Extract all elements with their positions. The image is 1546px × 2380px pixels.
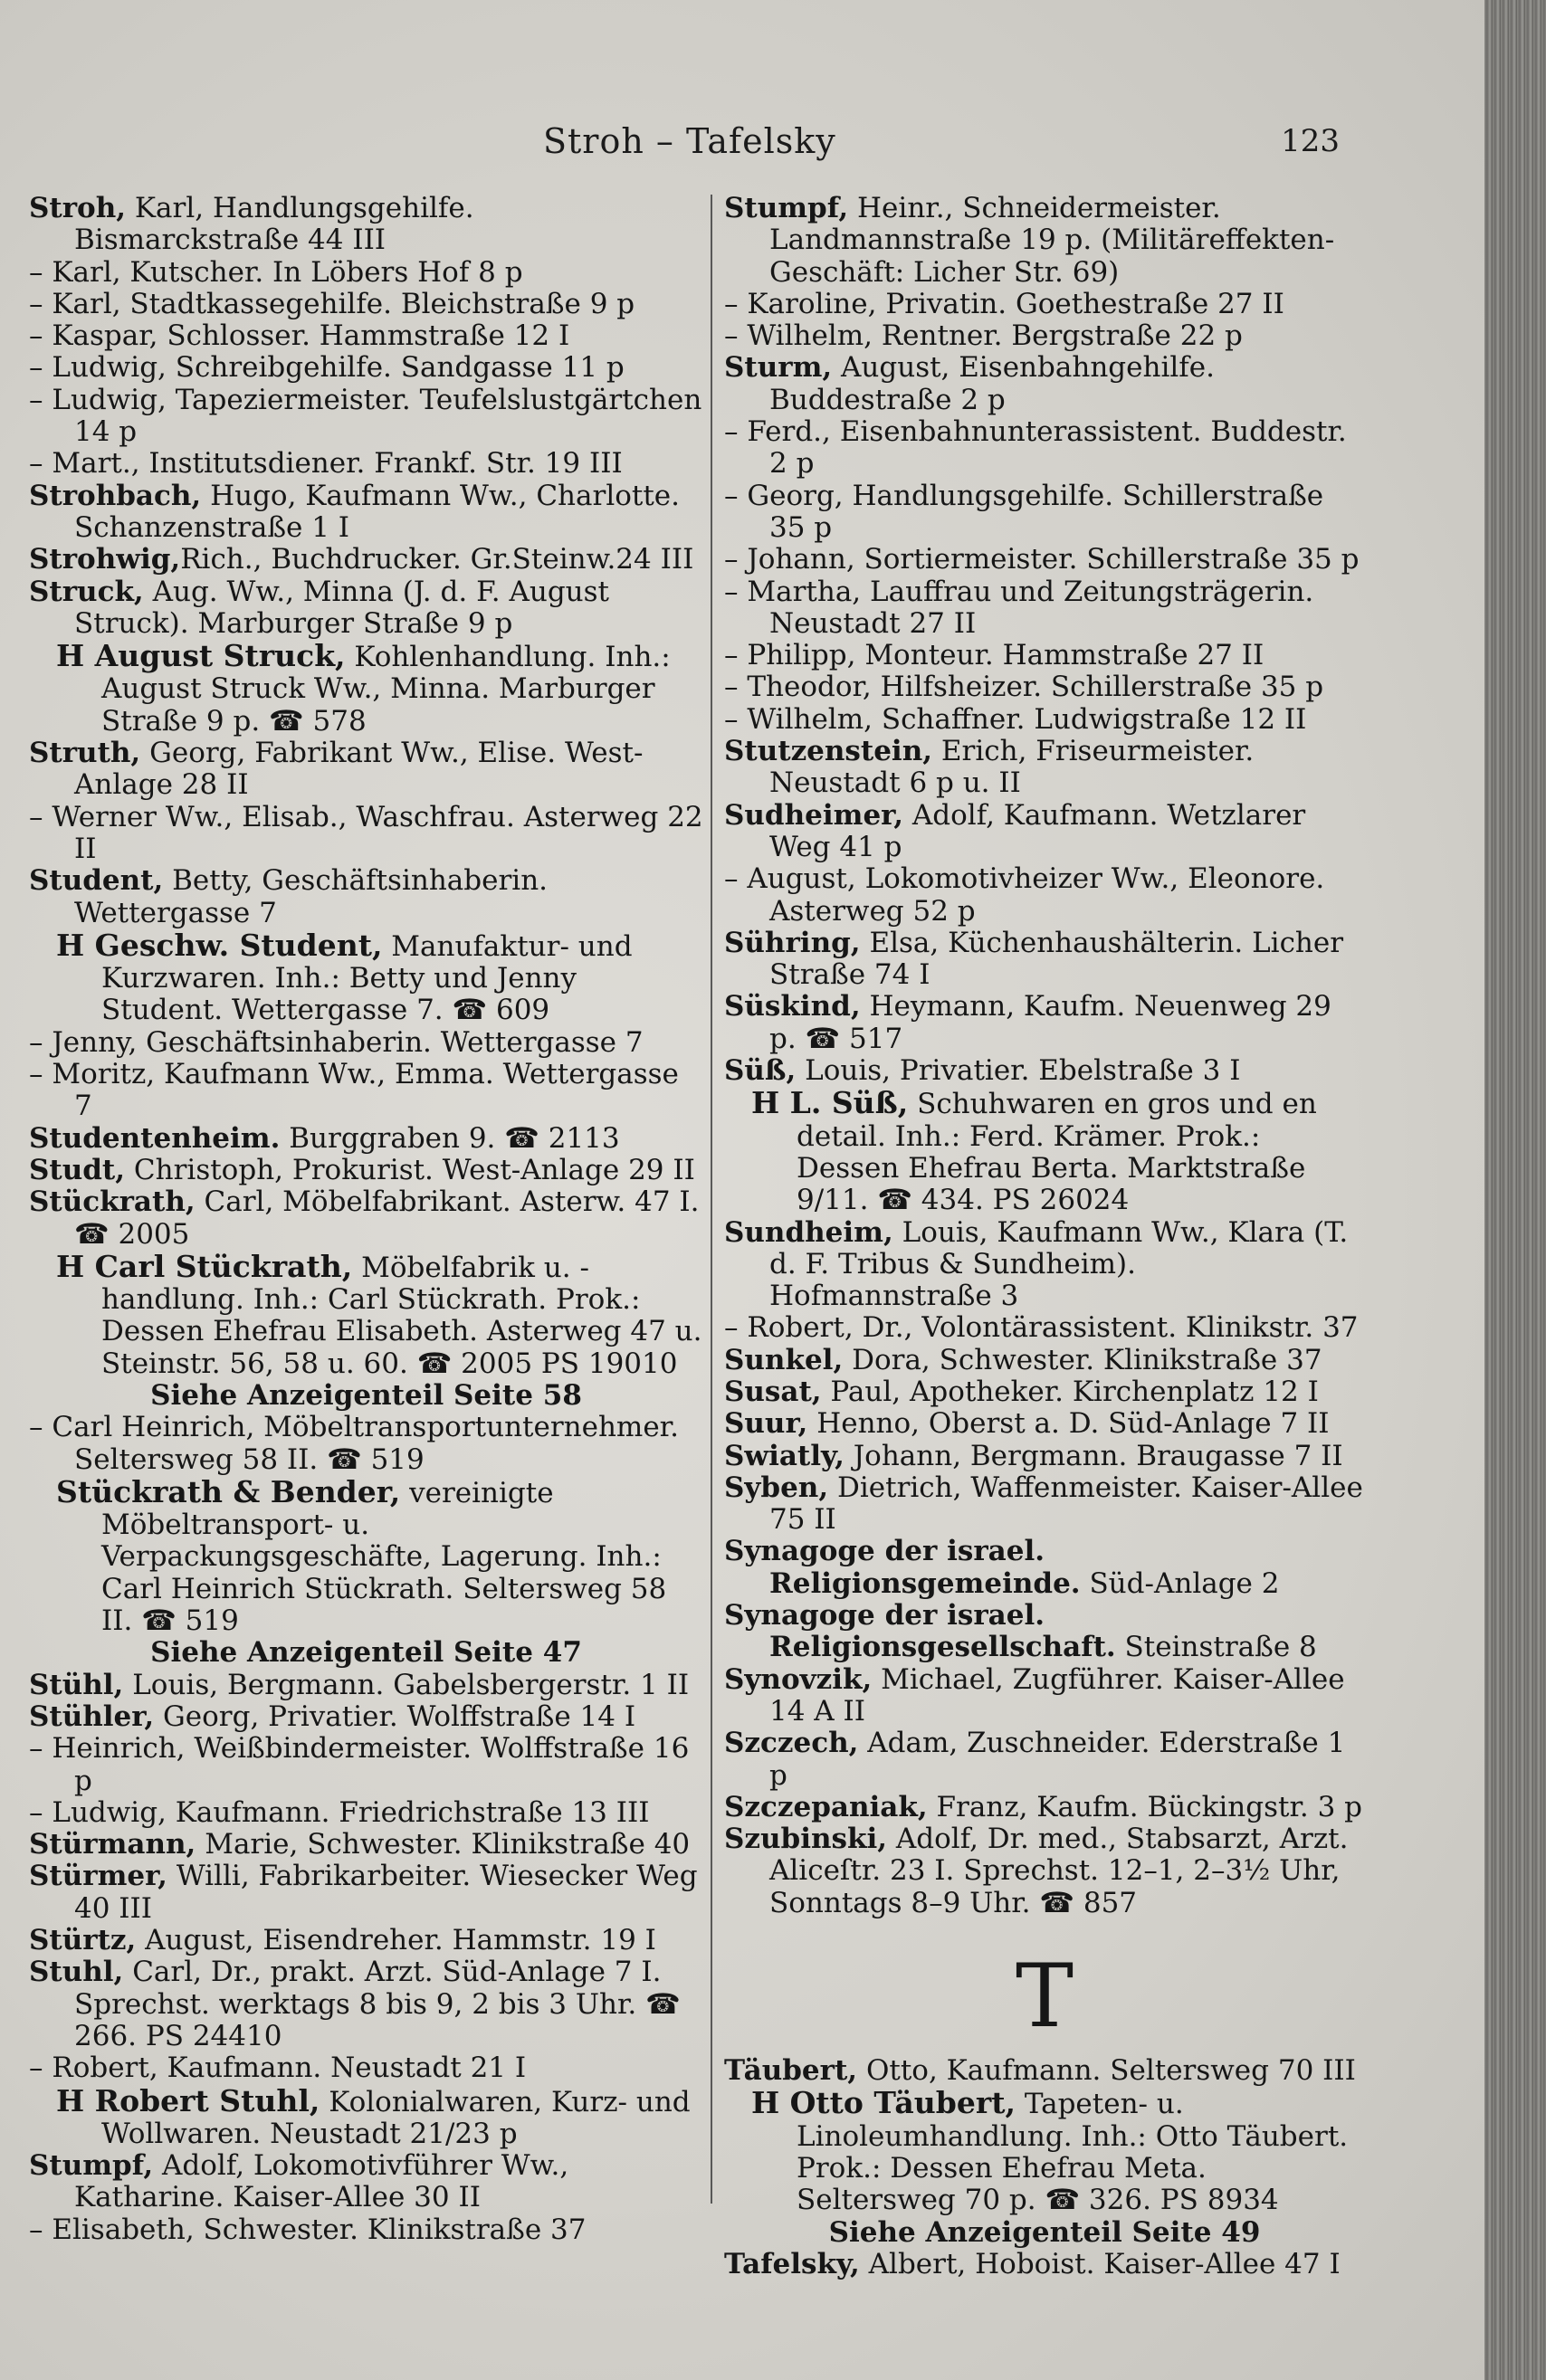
- entry-details: Süd-Anlage 2: [1080, 1566, 1280, 1600]
- entry-name: Sundheim,: [724, 1215, 893, 1249]
- entry-details: Albert, Hoboist. Kaiser-Allee 47 I: [859, 2247, 1341, 2280]
- directory-entry: [29, 352, 703, 384]
- directory-entry: [724, 352, 1365, 416]
- directory-entry: [724, 289, 1365, 320]
- directory-entry: [724, 704, 1365, 736]
- entry-details: Karl, Handlungsgehilfe. Bismarckstraße 44 III: [74, 192, 474, 257]
- entry-details: Tapeten- u. Linoleumhandlung. Inh.: Otto Täubert. Prok.: Dessen Ehefrau Meta. Seltersweg 70 p. ☎ 326. PS 8934: [797, 2088, 1349, 2217]
- entry-details: Rich., Buchdrucker. Gr.Steinw.24 III: [180, 543, 694, 576]
- directory-entry: [724, 1441, 1365, 1472]
- directory-entry: [29, 576, 703, 641]
- running-title: Stroh – Tafelsky: [543, 121, 836, 161]
- entry-name: –: [724, 639, 739, 672]
- entry-name: –: [29, 1025, 43, 1059]
- entry-name: –: [724, 287, 739, 320]
- entry-details: Ludwig, Tapeziermeister. Teufelslustgärtchen 14 p: [43, 383, 702, 449]
- entry-name: –: [724, 671, 739, 704]
- directory-entry: [724, 1792, 1365, 1823]
- entry-name: –: [29, 351, 43, 385]
- entry-name: –: [29, 1058, 43, 1091]
- entry-details: Heinrich, Weißbindermeister. Wolffstraße 16 p: [43, 1732, 690, 1797]
- directory-entry: [724, 544, 1365, 576]
- directory-entry: [29, 738, 703, 802]
- directory-entry: [724, 1536, 1365, 1600]
- entry-details: Jenny, Geschäftsinhaberin. Wettergasse 7: [43, 1025, 644, 1059]
- entry-details: Robert, Dr., Volontärassistent. Klinikstr. 37: [738, 1311, 1359, 1345]
- entry-details: Ludwig, Schreibgehilfe. Sandgasse 11 p: [43, 351, 625, 385]
- entry-details: Louis, Kaufmann Ww., Klara (T. d. F. Tribus & Sundheim). Hofmannstraße 3: [769, 1215, 1349, 1313]
- entry-details: Karoline, Privatin. Goethestraße 27 II: [738, 287, 1284, 320]
- entry-details: Carl Heinrich, Möbeltransportunternehmer. Seltersweg 58 II. ☎ 519: [43, 1411, 679, 1476]
- entry-name: Stühler,: [29, 1699, 155, 1733]
- directory-entry: [724, 671, 1365, 703]
- directory-entry: [29, 2052, 703, 2084]
- business-entry: [724, 1087, 1365, 1216]
- entry-name: –: [29, 2052, 43, 2085]
- entry-details: Ludwig, Kaufmann. Friedrichstraße 13 III: [43, 1795, 650, 1829]
- entry-name: –: [29, 287, 43, 320]
- entry-name: –: [29, 383, 43, 416]
- business-entry: [29, 1473, 703, 1638]
- entry-details: Carl, Möbelfabrikant. Asterw. 47 I. ☎ 2005: [74, 1185, 700, 1251]
- entry-name: Stürmer,: [29, 1860, 167, 1893]
- column-divider: [711, 195, 712, 2204]
- directory-entry: [29, 1797, 703, 1829]
- left-column: [29, 193, 703, 2246]
- entry-details: Paul, Apotheker. Kirchenplatz 12 I: [821, 1375, 1319, 1408]
- directory-entry: [724, 576, 1365, 641]
- entry-name: Stückrath,: [29, 1185, 196, 1219]
- page-header: [36, 119, 1340, 165]
- directory-entry: [724, 1408, 1365, 1440]
- entry-details: August, Eisendreher. Hammstr. 19 I: [136, 1924, 656, 1957]
- entry-name: Susat,: [724, 1375, 822, 1408]
- directory-entry: [29, 1412, 703, 1476]
- directory-entry: [724, 736, 1365, 800]
- entry-name: Szczech,: [724, 1727, 859, 1760]
- directory-entry: [29, 193, 703, 257]
- entry-details: Theodor, Hilfsheizer. Schillerstraße 35 p: [738, 671, 1324, 704]
- page-number: 123: [1281, 123, 1340, 159]
- ad-reference: Siehe Anzeigenteil Seite 47: [150, 1636, 582, 1670]
- entry-name: H Robert Stuhl,: [56, 2082, 320, 2118]
- entry-name: Stumpf,: [29, 2149, 154, 2183]
- business-entry: [29, 2082, 703, 2151]
- directory-entry: [29, 320, 703, 352]
- directory-entry: [29, 1670, 703, 1701]
- directory-entry: [724, 320, 1365, 352]
- entry-name: –: [724, 862, 739, 896]
- directory-entry: [29, 1059, 703, 1123]
- entry-details: Adolf, Kaufmann. Wetzlarer Weg 41 p: [769, 798, 1306, 863]
- entry-details: Carl, Dr., prakt. Arzt. Süd-Anlage 7 I. Sprechst. werktags 8 bis 9, 2 bis 3 Uhr. ☎ 266. PS 24410: [74, 1956, 681, 2052]
- entry-name: –: [29, 2213, 43, 2246]
- entry-details: Johann, Sortiermeister. Schillerstraße 35 p: [738, 543, 1360, 576]
- right-column: [724, 193, 1365, 2280]
- entry-name: Stückrath & Bender,: [56, 1473, 401, 1509]
- directory-entry: [724, 416, 1365, 481]
- entry-name: Sühring,: [724, 926, 861, 959]
- entry-name: Suur,: [724, 1407, 808, 1441]
- entry-name: –: [724, 415, 739, 449]
- entry-name: –: [29, 1795, 43, 1829]
- directory-entry: [29, 1027, 703, 1059]
- entry-details: Wilhelm, Rentner. Bergstraße 22 p: [738, 319, 1243, 353]
- entry-details: Georg, Fabrikant Ww., Elise. West-Anlage 28 II: [74, 737, 644, 802]
- entry-name: –: [724, 575, 739, 608]
- entry-details: Michael, Zugführer. Kaiser-Allee 14 A II: [769, 1662, 1345, 1728]
- entry-name: Studentenheim.: [29, 1121, 281, 1155]
- entry-details: Robert, Kaufmann. Neustadt 21 I: [43, 2052, 527, 2085]
- entry-name: H Otto Täubert,: [751, 2085, 1016, 2121]
- entry-name: Sturm,: [724, 351, 833, 385]
- directory-entry: [724, 1823, 1365, 1919]
- entry-details: Aug. Ww., Minna (J. d. F. August Struck). Marburger Straße 9 p: [74, 575, 609, 640]
- directory-entry: [29, 865, 703, 929]
- directory-entry: [724, 640, 1365, 671]
- entry-details: Adam, Zuschneider. Ederstraße 1 p: [769, 1727, 1346, 1792]
- directory-entry: [724, 2055, 1365, 2087]
- entry-name: Swiatly,: [724, 1439, 845, 1472]
- entry-details: Johann, Bergmann. Braugasse 7 II: [844, 1439, 1343, 1472]
- entry-name: H August Struck,: [56, 638, 346, 674]
- entry-details: Franz, Kaufm. Bückingstr. 3 p: [927, 1790, 1363, 1823]
- entry-name: Stürtz,: [29, 1924, 137, 1957]
- entry-details: Möbelfabrik u. -handlung. Inh.: Carl Stückrath. Prok.: Dessen Ehefrau Elisabeth. Asterweg 47 u. Steinstr. 56, 58 u. 60. ☎ 2005 PS 19010: [101, 1251, 702, 1380]
- directory-entry: [724, 1664, 1365, 1728]
- entry-name: Stumpf,: [724, 192, 849, 224]
- entry-details: Kolonialwaren, Kurz- und Wollwaren. Neustadt 21/23 p: [101, 2085, 691, 2150]
- entry-name: –: [724, 319, 739, 353]
- entry-details: Philipp, Monteur. Hammstraße 27 II: [738, 639, 1264, 672]
- entry-name: Sudheimer,: [724, 798, 904, 832]
- entry-details: Henno, Oberst a. D. Süd-Anlage 7 II: [807, 1407, 1330, 1441]
- entry-name: –: [724, 479, 739, 512]
- directory-entry: [724, 1376, 1365, 1408]
- entry-name: –: [724, 702, 739, 736]
- entry-details: Kohlenhandlung. Inh.: August Struck Ww., Minna. Marburger Straße 9 p. ☎ 578: [101, 641, 671, 738]
- entry-name: Stroh,: [29, 192, 127, 224]
- directory-entry: [29, 544, 703, 576]
- entry-details: Heinr., Schneidermeister. Landmannstraße 19 p. (Militäreffekten-Geschäft: Licher Str. 69): [769, 192, 1335, 289]
- entry-name: Tafelsky,: [724, 2247, 860, 2280]
- directory-entry: [724, 800, 1365, 864]
- entry-name: Stutzenstein,: [724, 735, 933, 768]
- entry-name: Studt,: [29, 1153, 126, 1186]
- entry-details: Mart., Institutsdiener. Frankf. Str. 19 III: [43, 447, 623, 481]
- entry-details: Georg, Handlungsgehilfe. Schillerstraße 35 p: [738, 479, 1324, 544]
- entry-details: Karl, Stadtkassegehilfe. Bleichstraße 9 p: [43, 287, 635, 320]
- directory-entry: [29, 1733, 703, 1797]
- directory-entry: [724, 991, 1365, 1055]
- entry-details: Christoph, Prokurist. West-Anlage 29 II: [125, 1153, 695, 1186]
- directory-entry: [29, 2214, 703, 2246]
- business-entry: [29, 1248, 703, 1380]
- business-entry: [29, 640, 703, 738]
- entry-name: Sunkel,: [724, 1343, 844, 1376]
- entry-details: Elsa, Küchenhaushälterin. Licher Straße 74 I: [769, 926, 1344, 992]
- directory-entry: [29, 385, 703, 449]
- entry-details: Schuhwaren en gros und en detail. Inh.: Ferd. Krämer. Prok.: Dessen Ehefrau Berta. Marktstraße 9/11. ☎ 434. PS 26024: [797, 1088, 1317, 1217]
- entry-name: –: [29, 447, 43, 481]
- directory-entry: [724, 193, 1365, 289]
- entry-name: –: [29, 1732, 43, 1766]
- directory-entry: [724, 928, 1365, 992]
- directory-entry: [724, 1312, 1365, 1344]
- directory-entry: [29, 802, 703, 866]
- entry-details: Georg, Privatier. Wolffstraße 14 I: [154, 1699, 636, 1733]
- directory-entry: [724, 481, 1365, 545]
- entry-name: Struck,: [29, 575, 144, 608]
- ad-reference: Siehe Anzeigenteil Seite 58: [150, 1378, 582, 1412]
- directory-entry: [29, 1956, 703, 2052]
- entry-details: August, Eisenbahngehilfe. Buddestraße 2 p: [769, 351, 1215, 416]
- directory-entry: [29, 257, 703, 289]
- entry-details: Ferd., Eisenbahnunterassistent. Buddestr. 2 p: [738, 415, 1347, 481]
- entry-name: –: [29, 255, 43, 289]
- entry-name: Stuhl,: [29, 1956, 124, 1989]
- entry-details: Louis, Privatier. Ebelstraße 3 I: [796, 1054, 1241, 1088]
- directory-entry: [29, 481, 703, 545]
- entry-name: –: [29, 800, 43, 833]
- entry-name: Süß,: [724, 1054, 797, 1088]
- directory-entry: [29, 1701, 703, 1733]
- directory-entry: [29, 2150, 703, 2214]
- business-entry: [724, 2087, 1365, 2216]
- entry-details: Burggraben 9. ☎ 2113: [280, 1121, 620, 1155]
- directory-entry: [724, 1728, 1365, 1792]
- entry-name: Student,: [29, 864, 164, 898]
- page-stack-edge: [1484, 0, 1546, 2380]
- entry-name: Süskind,: [724, 990, 861, 1023]
- entry-details: Betty, Geschäftsinhaberin. Wettergasse 7: [74, 864, 549, 929]
- entry-details: Heymann, Kaufm. Neuenweg 29 p. ☎ 517: [769, 990, 1331, 1055]
- directory-entry: [724, 1472, 1365, 1537]
- entry-details: Willi, Fabrikarbeiter. Wiesecker Weg 40 III: [74, 1860, 698, 1925]
- directory-entry: [29, 1123, 703, 1155]
- entry-details: Adolf, Dr. med., Stabsarzt, Arzt. Aliceſtr. 23 I. Sprechst. 12–1, 2–3½ Uhr, Sonntags 8–9 Uhr. ☎ 857: [769, 1823, 1349, 1919]
- entry-details: Dora, Schwester. Klinikstraße 37: [843, 1343, 1322, 1376]
- entry-name: Synovzik,: [724, 1662, 873, 1696]
- entry-details: Elisabeth, Schwester. Klinikstraße 37: [43, 2213, 587, 2246]
- directory-entry: [724, 863, 1365, 928]
- entry-details: Wilhelm, Schaffner. Ludwigstraße 12 II: [738, 702, 1307, 736]
- ad-reference: Siehe Anzeigenteil Seite 49: [828, 2215, 1261, 2249]
- entry-details: Erich, Friseurmeister. Neustadt 6 p u. II: [769, 735, 1255, 800]
- entry-name: Synagoge der israel. Religionsgemeinde.: [724, 1535, 1081, 1600]
- directory-entry: [29, 448, 703, 480]
- directory-entry: [724, 1217, 1365, 1313]
- entry-name: Stürmann,: [29, 1828, 196, 1861]
- entry-details: Martha, Lauffrau und Zeitungsträgerin. Neustadt 27 II: [738, 575, 1314, 640]
- directory-entry: [724, 1055, 1365, 1087]
- entry-name: Täubert,: [724, 2054, 858, 2088]
- directory-entry: [724, 1345, 1365, 1376]
- entry-name: H Geschw. Student,: [56, 927, 383, 963]
- entry-name: Stühl,: [29, 1668, 124, 1701]
- entry-details: August, Lokomotivheizer Ww., Eleonore. Asterweg 52 p: [738, 862, 1325, 928]
- entry-details: Werner Ww., Elisab., Waschfrau. Asterweg 22 II: [43, 800, 703, 865]
- entry-details: Louis, Bergmann. Gabelsbergerstr. 1 II: [123, 1668, 690, 1701]
- entry-name: –: [29, 319, 43, 353]
- directory-entry: [29, 1861, 703, 1925]
- entry-name: –: [724, 1311, 739, 1345]
- entry-details: Hugo, Kaufmann Ww., Charlotte. Schanzenstraße 1 I: [74, 479, 681, 544]
- entry-name: H L. Süß,: [751, 1085, 909, 1121]
- entry-details: Kaspar, Schlosser. Hammstraße 12 I: [43, 319, 570, 353]
- entry-details: Dietrich, Waffenmeister. Kaiser-Allee 75 II: [769, 1471, 1363, 1537]
- directory-entry: [724, 2249, 1365, 2280]
- directory-entry: [29, 1186, 703, 1251]
- entry-details: Karl, Kutscher. In Löbers Hof 8 p: [43, 255, 523, 289]
- business-entry: [29, 929, 703, 1027]
- entry-name: –: [724, 543, 739, 576]
- entry-name: Strohbach,: [29, 479, 202, 512]
- entry-name: Szubinski,: [724, 1823, 888, 1856]
- entry-details: Moritz, Kaufmann Ww., Emma. Wettergasse 7: [43, 1058, 679, 1123]
- entry-details: Adolf, Lokomotivführer Ww., Katharine. Kaiser-Allee 30 II: [74, 2149, 569, 2214]
- directory-entry: [29, 1155, 703, 1186]
- entry-name: –: [29, 1411, 43, 1444]
- entry-details: Marie, Schwester. Klinikstraße 40: [196, 1828, 691, 1861]
- entry-details: Otto, Kaufmann. Seltersweg 70 III: [857, 2054, 1356, 2088]
- entry-details: Steinstraße 8: [1115, 1631, 1317, 1664]
- directory-entry: [29, 1925, 703, 1956]
- entry-name: Strohwig,: [29, 543, 181, 576]
- entry-name: Szczepaniak,: [724, 1790, 928, 1823]
- entry-details: vereinigte Möbeltransport- u. Verpackungsgeschäfte, Lagerung. Inh.: Carl Heinrich Stückrath. Seltersweg 58 II. ☎ 519: [101, 1476, 667, 1638]
- entry-details: Manufaktur- und Kurzwaren. Inh.: Betty und Jenny Student. Wettergasse 7. ☎ 609: [101, 929, 633, 1027]
- entry-name: Syben,: [724, 1471, 829, 1504]
- directory-entry: [29, 1829, 703, 1861]
- section-letter: T: [1015, 1946, 1074, 2048]
- entry-name: H Carl Stückrath,: [56, 1248, 353, 1284]
- entry-name: Struth,: [29, 737, 141, 770]
- directory-entry: [29, 289, 703, 320]
- directory-entry: [724, 1600, 1365, 1664]
- entry-name: Synagoge der israel. Religionsgesellschaft.: [724, 1599, 1116, 1664]
